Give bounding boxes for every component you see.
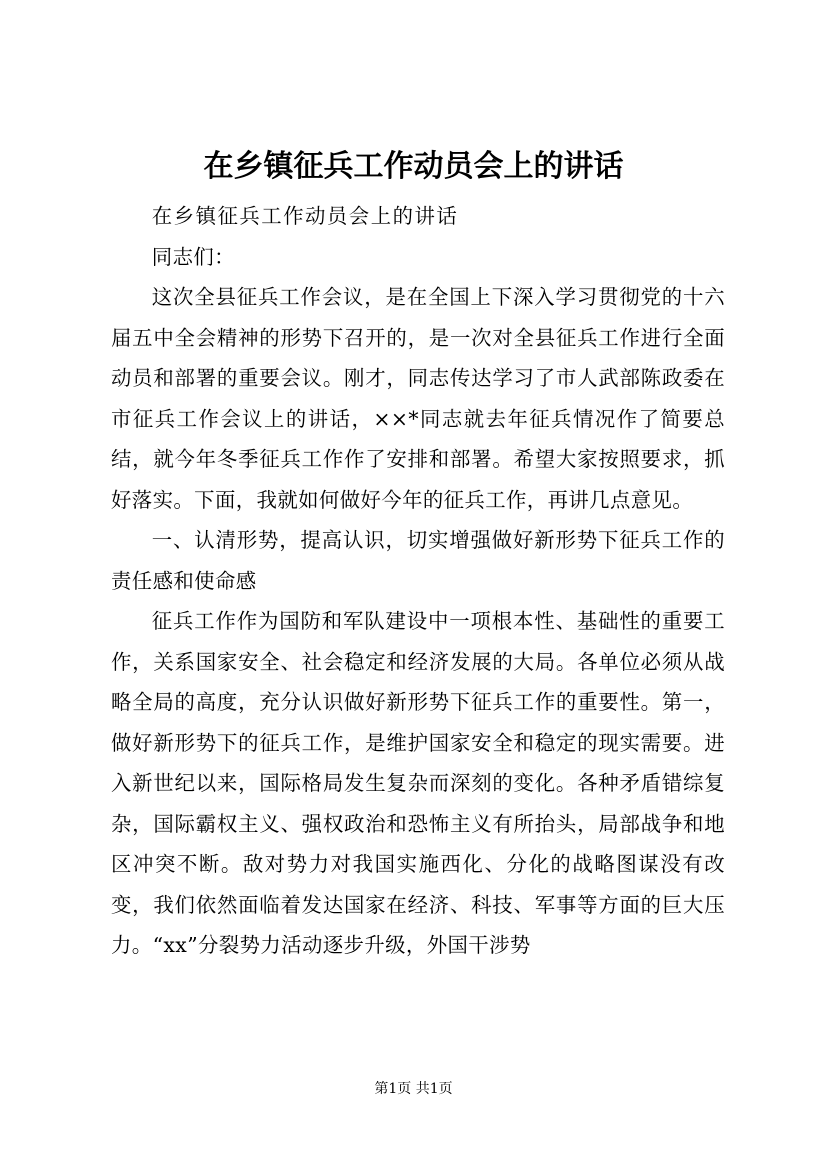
document-body bbox=[111, 196, 725, 966]
page-footer: 第1页 共1页 bbox=[374, 1081, 453, 1097]
paragraph-section-body: 征兵工作作为国防和军队建设中一项根本性、基础性的重要工作，关系国家安全、社会稳定和经济发展的大局。各单位必须从战略全局的高度，充分认识做好新形势下征兵工作的重要性。第一，做好新形势下的征兵工作，是维护国家安全和稳定的现实需要。进入新世纪以来，国际格局发生复杂而深刻的变化。各种矛盾错综复杂，国际霸权主义、强权政治和恐怖主义有所抬头，局部战争和地区冲突不断。敌对势力对我国实施西化、分化的战略图谋没有改变，我们依然面临着发达国家在经济、科技、军事等方面的巨大压力。“xx”分裂势力活动逐步升级，外国干涉势 bbox=[111, 609, 725, 957]
paragraph-salutation: 同志们： bbox=[151, 244, 235, 269]
paragraph-intro: 这次全县征兵工作会议，是在全国上下深入学习贯彻党的十六届五中全会精神的形势下召开的，是一次对全县征兵工作进行全面动员和部署的重要会议。刚才，同志传达学习了市人武部陈政委在市征兵工作会议上的讲话，××*同志就去年征兵情况作了简要总结，就今年冬季征兵工作作了安排和部署。希望大家按照要求，抓好落实。下面，我就如何做好今年的征兵工作，再讲几点意见。 bbox=[111, 285, 725, 512]
paragraph-section-heading: 一、认清形势，提高认识，切实增强做好新形势下征兵工作的责任感和使命感 bbox=[111, 528, 725, 593]
document-title: 在乡镇征兵工作动员会上的讲话 bbox=[203, 149, 624, 184]
paragraph-subtitle: 在乡镇征兵工作动员会上的讲话 bbox=[151, 204, 459, 228]
